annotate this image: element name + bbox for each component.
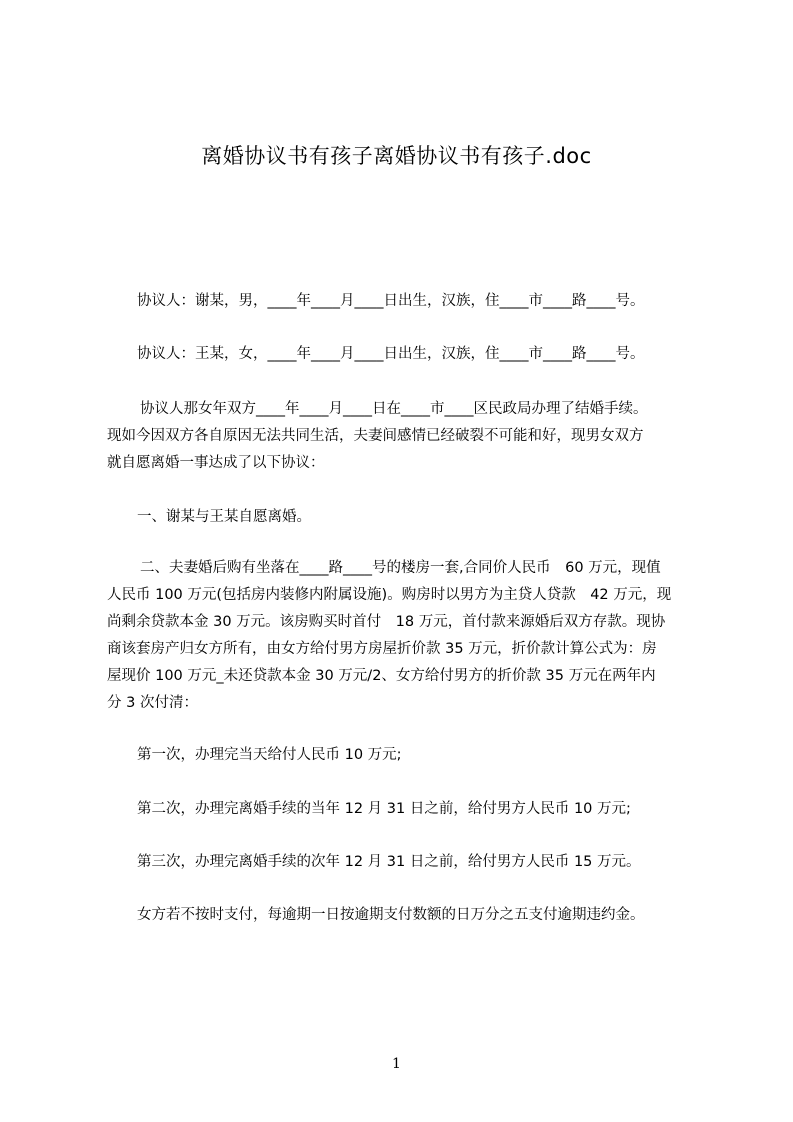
clause2-clip-3 <box>0 611 712 633</box>
intro-line-1: 协议人那女年双方____年____月____日在____市____区民政局办理了结婚手续。 <box>140 401 648 417</box>
clause2-clip-4 <box>0 638 712 660</box>
intro-line-2: 现如今因双方各自原因无法共同生活，夫妻间感情已经破裂不可能和好，现男女双方 <box>107 428 644 444</box>
penalty-line: 女方若不按时支付，每逾期一日按逾期支付数额的日万分之五支付逾期违约金。 <box>137 907 645 923</box>
party2-line: 协议人：王某，女，____年____月____日出生，汉族，住____市____路____号。 <box>137 346 645 362</box>
clause2-line-4: 商该套房产归女方所有，由女方给付男方房屋折价款 35 万元，折价款计算公式为：房 <box>107 641 657 657</box>
page-number: 1 <box>392 1056 401 1072</box>
party1-line: 协议人：谢某，男，____年____月____日出生，汉族，住____市____路____号。 <box>137 293 645 309</box>
clause2-line-2: 人民币 100 万元(包括房内装修内附属设施)。购房时以男方为主贷人贷款 42 万元，现 <box>107 587 672 603</box>
clause2-clip-2 <box>0 584 712 606</box>
clause1-line: 一、谢某与王某自愿离婚。 <box>137 509 311 525</box>
payment2-line: 第二次，办理完离婚手续的当年 12 月 31 日之前，给付男方人民币 10 万元; <box>137 801 631 817</box>
clause2-line-5: 屋现价 100 万元_未还贷款本金 30 万元/2、女方给付男方的折价款 35 万元在两年内 <box>107 668 656 684</box>
clause2-clip-5 <box>0 665 712 687</box>
payment1-line: 第一次，办理完当天给付人民币 10 万元; <box>137 747 402 763</box>
clause2-line-3: 尚剩余贷款本金 30 万元。该房购买时首付 18 万元，首付款来源婚后双方存款。现协 <box>107 614 666 630</box>
clause2-line-1: 二、夫妻婚后购有坐落在____路____号的楼房一套,合同价人民币 60 万元，现值 <box>140 560 661 576</box>
clause2-clip-1 <box>0 557 712 579</box>
intro-line-3: 就自愿离婚一事达成了以下协议： <box>107 455 325 471</box>
payment3-line: 第三次，办理完离婚手续的次年 12 月 31 日之前，给付男方人民币 15 万元。 <box>137 854 641 870</box>
clause2-line-6: 分 3 次付清： <box>107 695 198 711</box>
document-title: 离婚协议书有孩子离婚协议书有孩子.doc <box>201 144 592 168</box>
